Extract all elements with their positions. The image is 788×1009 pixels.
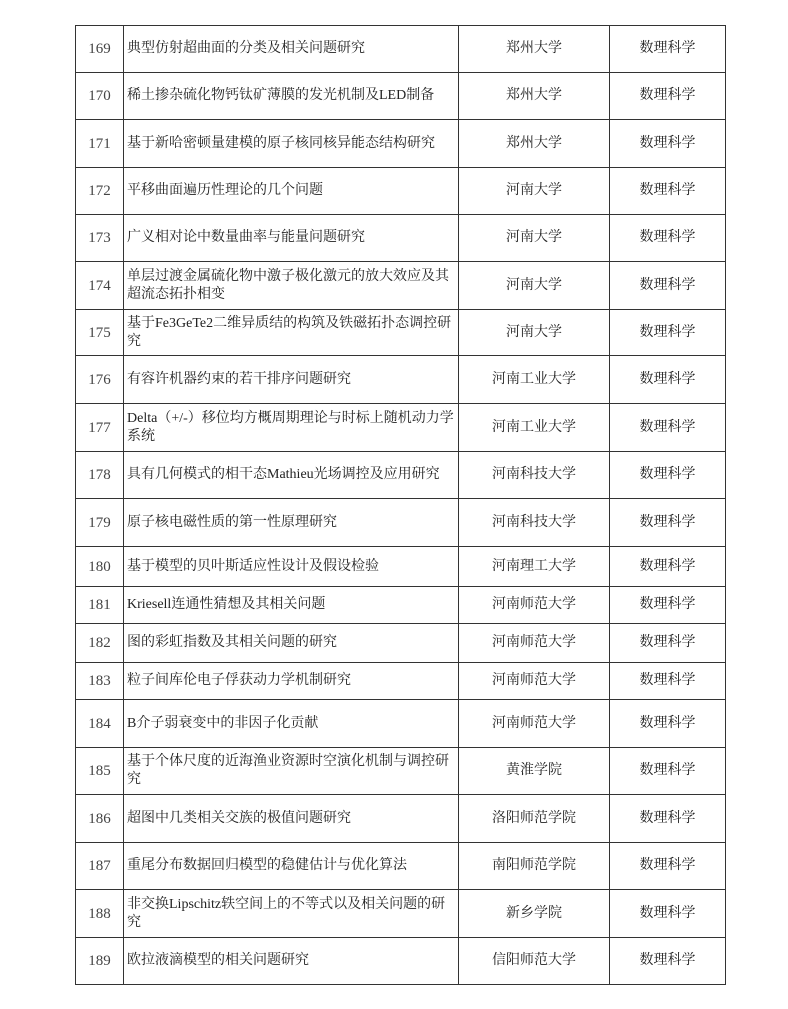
university-name: 河南大学 [459,168,610,215]
row-number: 170 [76,73,124,120]
row-number: 185 [76,748,124,795]
row-number: 189 [76,938,124,985]
university-name: 郑州大学 [459,26,610,73]
subject-field: 数理科学 [610,356,726,404]
project-title: 原子核电磁性质的第一性原理研究 [124,499,459,547]
table-row [76,168,726,215]
project-title: 超图中几类相关交族的极值问题研究 [124,795,459,843]
subject-field: 数理科学 [610,938,726,985]
project-title: 重尾分布数据回归模型的稳健估计与优化算法 [124,843,459,890]
table-row [76,120,726,168]
row-number: 169 [76,26,124,73]
university-name: 河南师范大学 [459,700,610,748]
subject-field: 数理科学 [610,748,726,795]
project-title: 广义相对论中数量曲率与能量问题研究 [124,215,459,262]
university-name: 河南大学 [459,262,610,310]
table-row [76,700,726,748]
project-title: B介子弱衰变中的非因子化贡献 [124,700,459,748]
university-name: 河南师范大学 [459,663,610,700]
project-title: Delta（+/-）移位均方概周期理论与时标上随机动力学系统 [124,404,459,452]
project-title: 具有几何模式的相干态Mathieu光场调控及应用研究 [124,452,459,499]
university-name: 河南科技大学 [459,499,610,547]
subject-field: 数理科学 [610,404,726,452]
subject-field: 数理科学 [610,700,726,748]
table-row [76,587,726,624]
table-row [76,310,726,356]
project-title: 基于模型的贝叶斯适应性设计及假设检验 [124,547,459,587]
project-table [75,25,726,985]
project-title: 基于新哈密顿量建模的原子核同核异能态结构研究 [124,120,459,168]
row-number: 175 [76,310,124,356]
project-title: 典型仿射超曲面的分类及相关问题研究 [124,26,459,73]
university-name: 洛阳师范学院 [459,795,610,843]
subject-field: 数理科学 [610,120,726,168]
table-row [76,499,726,547]
university-name: 黄淮学院 [459,748,610,795]
table-row [76,262,726,310]
table-row [76,795,726,843]
table-row [76,404,726,452]
row-number: 180 [76,547,124,587]
row-number: 179 [76,499,124,547]
project-title: 粒子间库伦电子俘获动力学机制研究 [124,663,459,700]
university-name: 河南师范大学 [459,587,610,624]
project-title: 欧拉液滴模型的相关问题研究 [124,938,459,985]
subject-field: 数理科学 [610,310,726,356]
university-name: 河南师范大学 [459,624,610,663]
row-number: 178 [76,452,124,499]
university-name: 河南大学 [459,310,610,356]
subject-field: 数理科学 [610,73,726,120]
row-number: 183 [76,663,124,700]
row-number: 182 [76,624,124,663]
row-number: 181 [76,587,124,624]
table-row [76,938,726,985]
university-name: 河南工业大学 [459,404,610,452]
subject-field: 数理科学 [610,452,726,499]
table-row [76,356,726,404]
table-row [76,663,726,700]
subject-field: 数理科学 [610,168,726,215]
row-number: 174 [76,262,124,310]
row-number: 171 [76,120,124,168]
university-name: 河南理工大学 [459,547,610,587]
university-name: 郑州大学 [459,120,610,168]
university-name: 新乡学院 [459,890,610,938]
table-row [76,547,726,587]
subject-field: 数理科学 [610,843,726,890]
row-number: 172 [76,168,124,215]
table-row [76,890,726,938]
project-title: 平移曲面遍历性理论的几个问题 [124,168,459,215]
project-title: 稀土掺杂硫化物钙钛矿薄膜的发光机制及LED制备 [124,73,459,120]
university-name: 河南大学 [459,215,610,262]
project-table-body [76,26,726,985]
subject-field: 数理科学 [610,547,726,587]
row-number: 188 [76,890,124,938]
subject-field: 数理科学 [610,587,726,624]
row-number: 187 [76,843,124,890]
row-number: 176 [76,356,124,404]
subject-field: 数理科学 [610,262,726,310]
project-title: 图的彩虹指数及其相关问题的研究 [124,624,459,663]
table-row [76,843,726,890]
table-row [76,748,726,795]
project-title: 基于个体尺度的近海渔业资源时空演化机制与调控研究 [124,748,459,795]
table-row [76,73,726,120]
subject-field: 数理科学 [610,795,726,843]
subject-field: 数理科学 [610,663,726,700]
subject-field: 数理科学 [610,499,726,547]
row-number: 173 [76,215,124,262]
university-name: 郑州大学 [459,73,610,120]
university-name: 信阳师范大学 [459,938,610,985]
table-row [76,624,726,663]
university-name: 河南工业大学 [459,356,610,404]
row-number: 177 [76,404,124,452]
project-title: 有容许机器约束的若干排序问题研究 [124,356,459,404]
subject-field: 数理科学 [610,215,726,262]
subject-field: 数理科学 [610,624,726,663]
table-row [76,215,726,262]
project-title: 单层过渡金属硫化物中激子极化激元的放大效应及其超流态拓扑相变 [124,262,459,310]
row-number: 184 [76,700,124,748]
subject-field: 数理科学 [610,26,726,73]
project-title: Kriesell连通性猜想及其相关问题 [124,587,459,624]
subject-field: 数理科学 [610,890,726,938]
university-name: 河南科技大学 [459,452,610,499]
table-row [76,452,726,499]
project-title: 非交换Lipschitz轶空间上的不等式以及相关问题的研究 [124,890,459,938]
university-name: 南阳师范学院 [459,843,610,890]
project-title: 基于Fe3GeTe2二维异质结的构筑及铁磁拓扑态调控研究 [124,310,459,356]
table-row [76,26,726,73]
row-number: 186 [76,795,124,843]
